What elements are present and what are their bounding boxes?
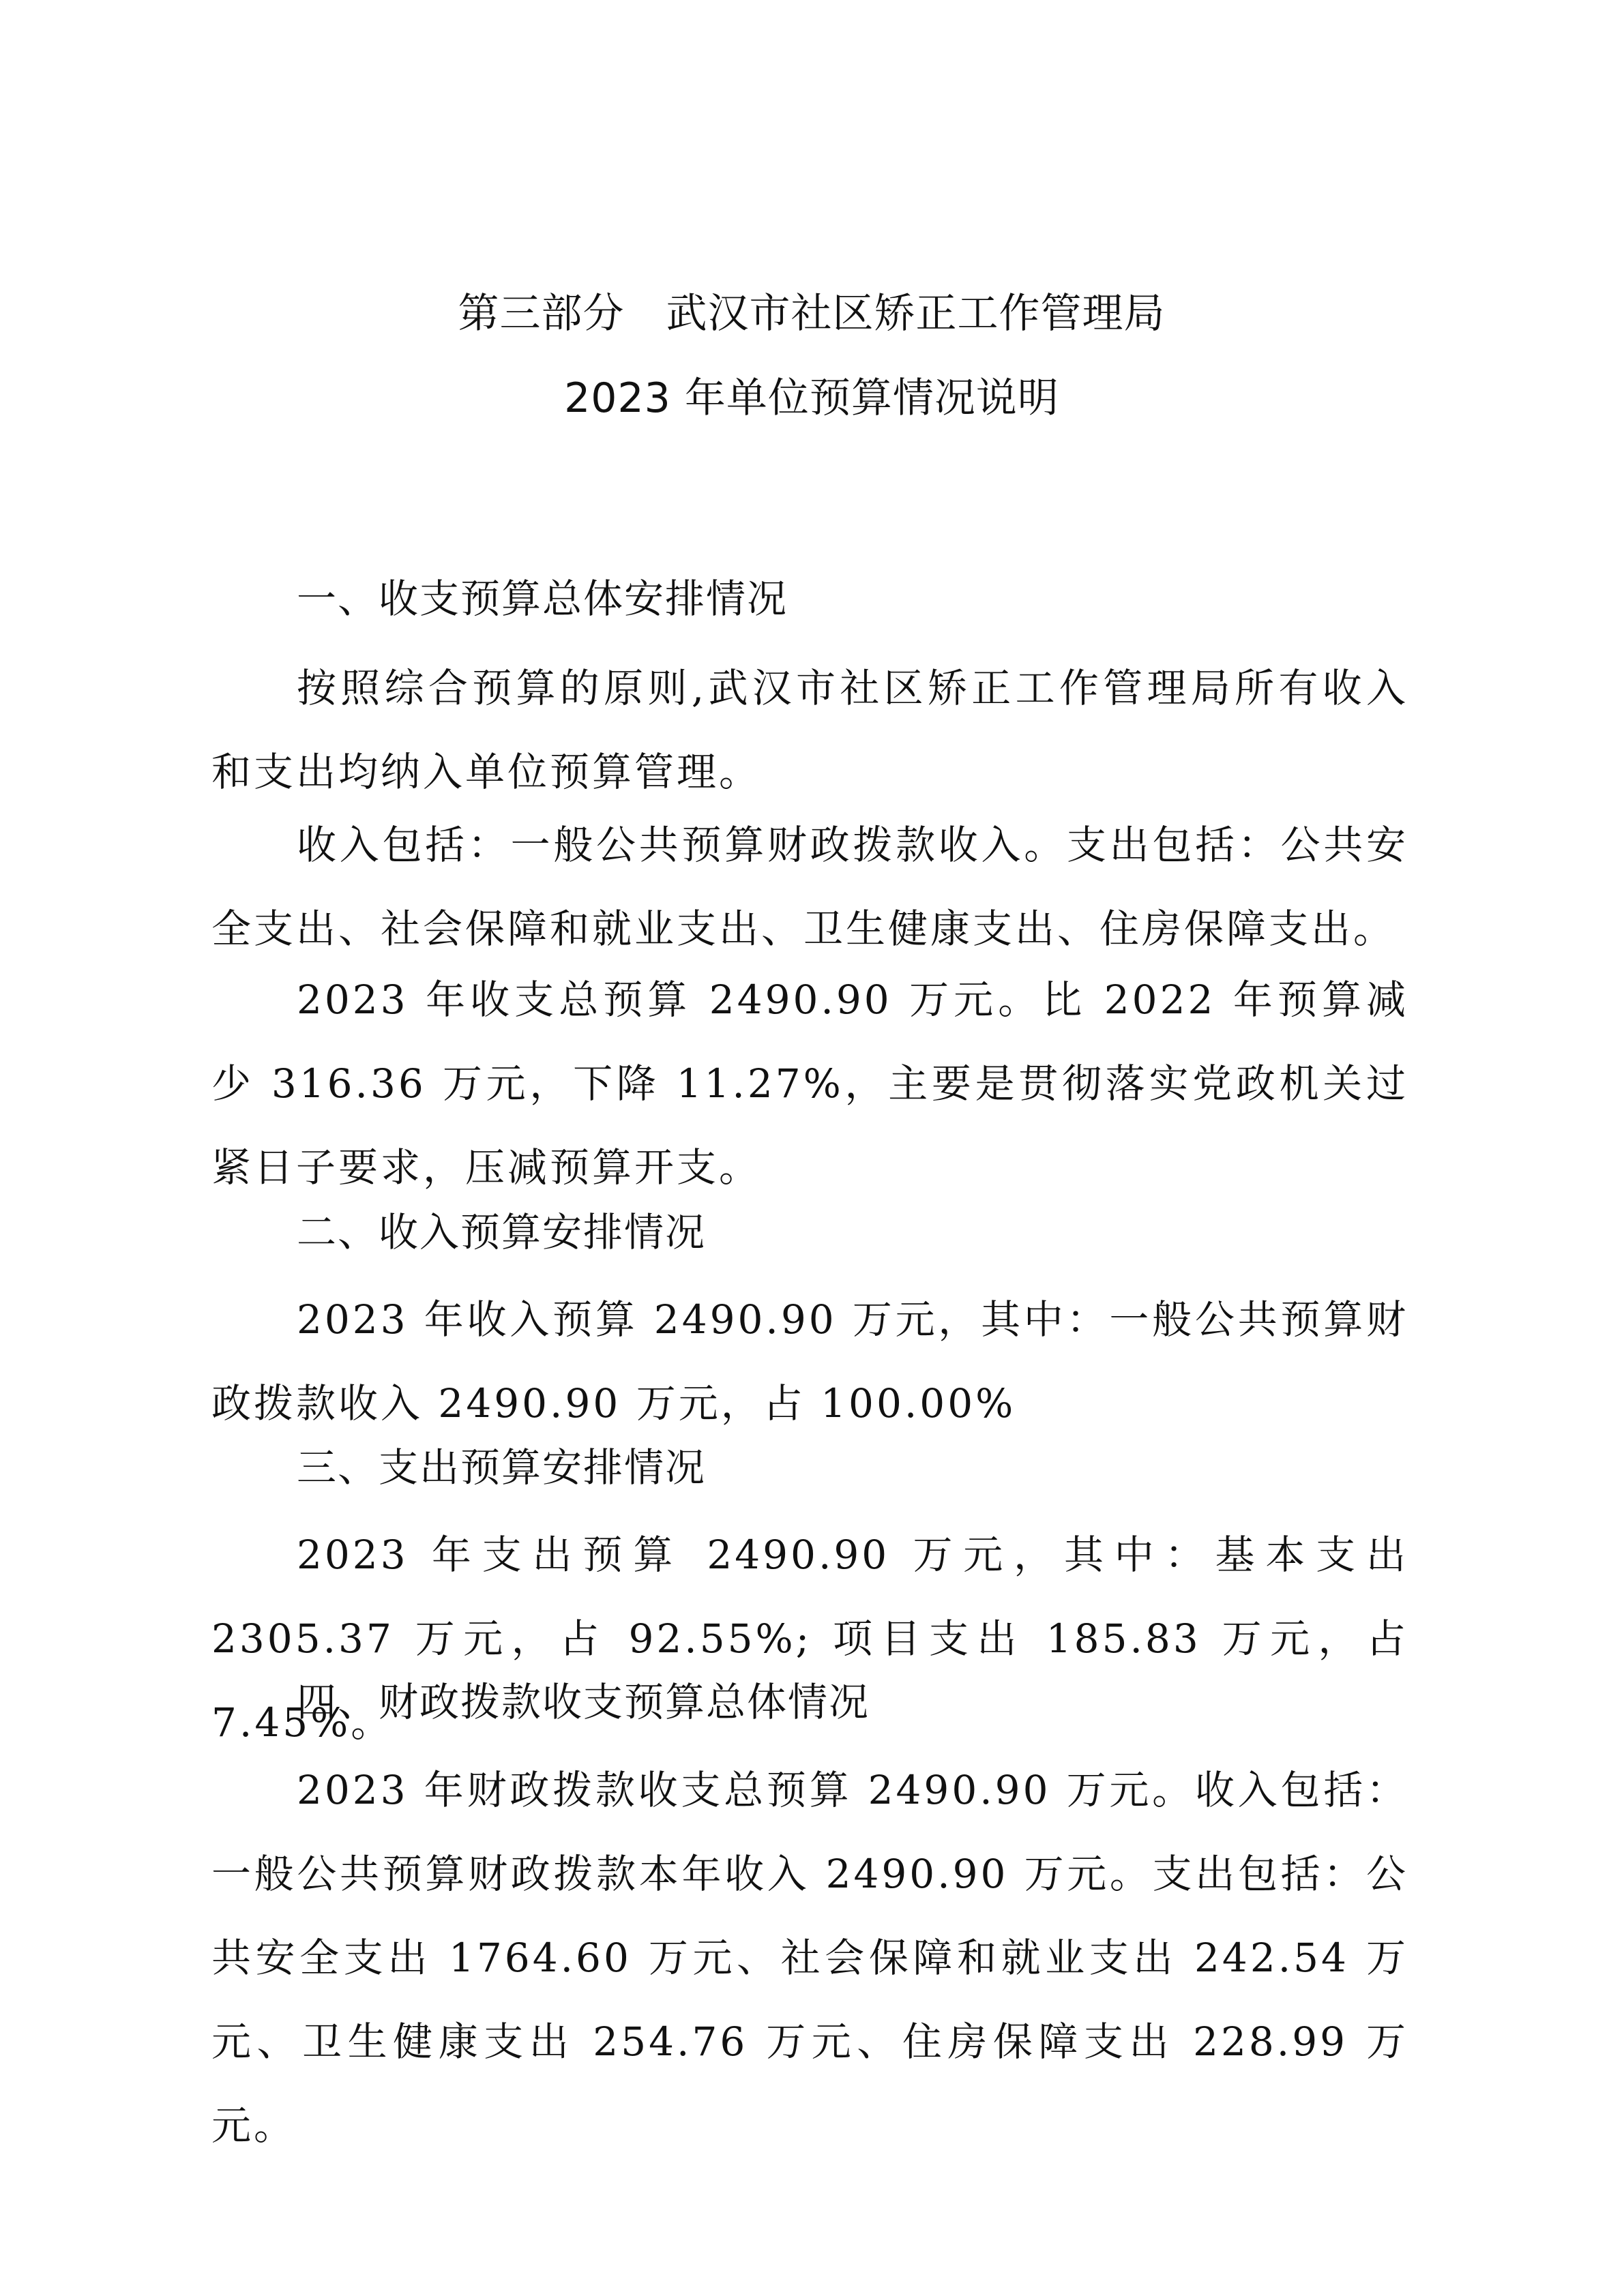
section-1-paragraph-3: 2023 年收支总预算 2490.90 万元。比 2022 年预算减少 316.36 万元，下降 11.27%，主要是贯彻落实党政机关过紧日子要求，压减预算开支。 [211, 976, 1408, 1191]
section-1-paragraph-2: 收入包括：一般公共预算财政拨款收入。支出包括：公共安全支出、社会保障和就业支出、卫生健康支出、住房保障支出。 [211, 822, 1408, 952]
section-2-paragraph-1: 2023 年收入预算 2490.90 万元，其中：一般公共预算财政拨款收入 2490.90 万元，占 100.00% [211, 1296, 1408, 1427]
document-title-part: 第三部分 武汉市社区矫正工作管理局 [458, 290, 1166, 338]
section-heading-4: 四、财政拨款收支预算总体情况 [297, 1679, 870, 1725]
section-1-paragraph-1: 按照综合预算的原则,武汉市社区矫正工作管理局所有收入和支出均纳入单位预算管理。 [211, 665, 1408, 795]
section-4-paragraph-1: 2023 年财政拨款收支总预算 2490.90 万元。收入包括：一般公共预算财政拨款本年收入 2490.90 万元。支出包括：公共安全支出 1764.60 万元、社会保障和就业支出 242.54 万元、卫生健康支出 254.76 万元、住房保障支出 228.99 万元。 [211, 1767, 1408, 2149]
section-heading-1: 一、收支预算总体安排情况 [297, 576, 788, 622]
section-3-paragraph-1: 2023 年支出预算 2490.90 万元，其中：基本支出 2305.37 万元，占 92.55%; 项目支出 185.83 万元，占 7.45%。 [211, 1532, 1408, 1746]
section-heading-3: 三、支出预算安排情况 [297, 1444, 707, 1491]
document-title-subtitle: 2023 年单位预算情况说明 [564, 374, 1059, 422]
section-heading-2: 二、收入预算安排情况 [297, 1209, 707, 1255]
